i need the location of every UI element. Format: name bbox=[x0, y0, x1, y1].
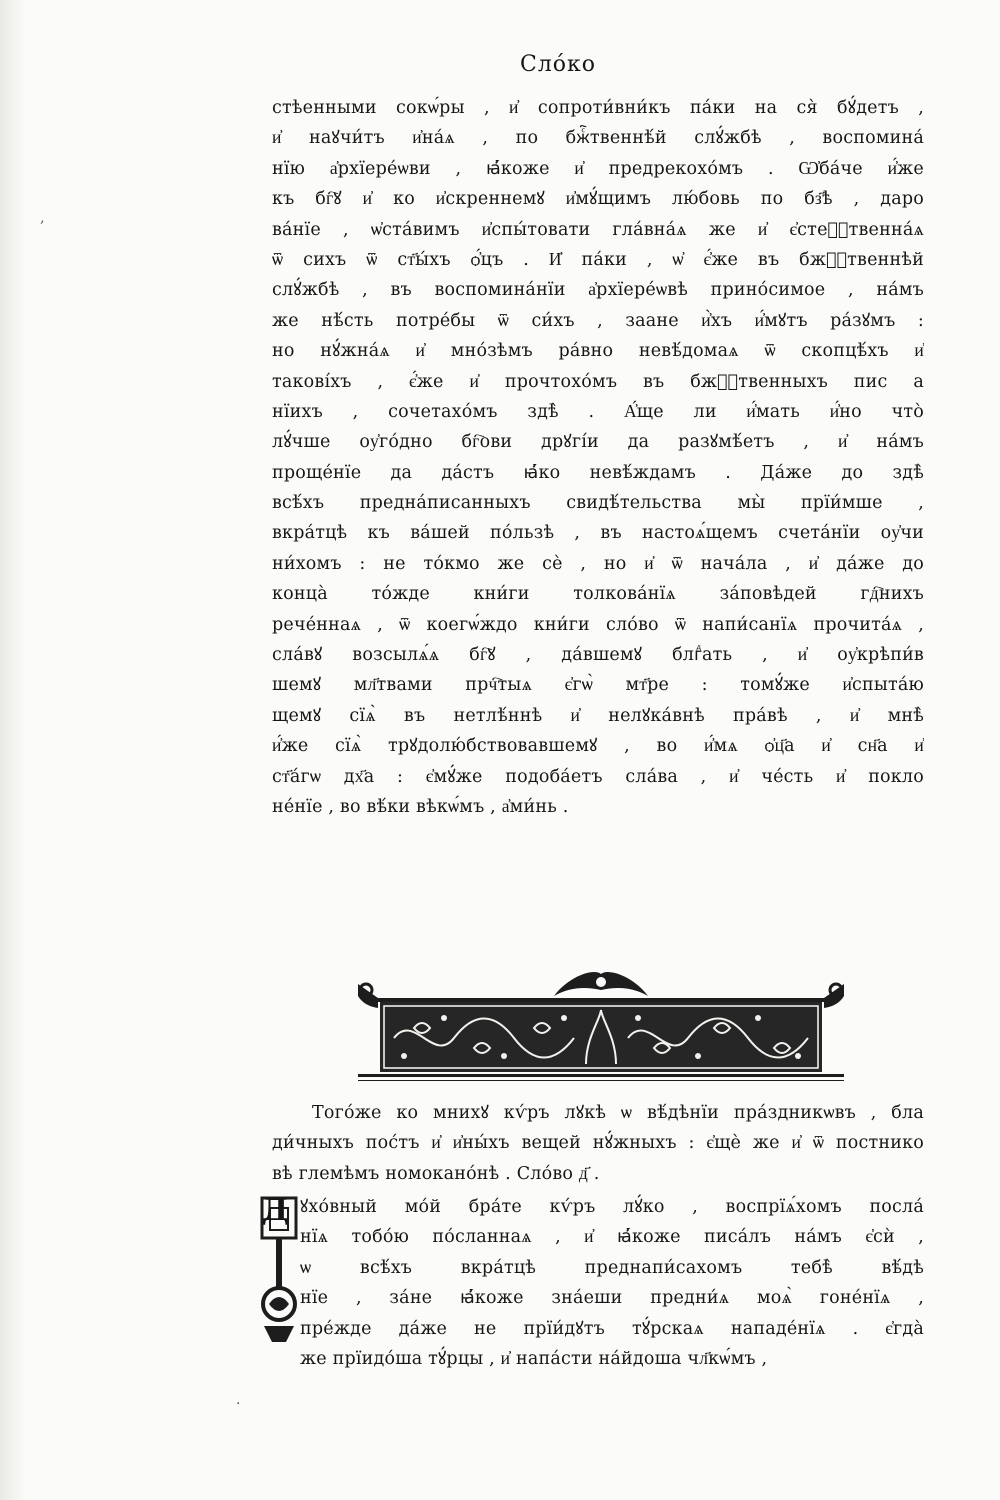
text-line: же прїидо́ша тꙋ́рцы , и҆ напа́сти на́йдоша чл҃кѡ́мъ , bbox=[300, 1348, 768, 1369]
text-line: нїѧ тобо́ю по́сланнаѧ , и҆ ꙗ҆́коже писа́лъ на́мъ є҆сѝ , bbox=[300, 1227, 924, 1248]
margin-speck: · bbox=[236, 1396, 241, 1412]
text-line: шемꙋ мл҃твами прч҇тыѧ є҆гѡ̀ мт҃ре : томꙋ́же и҆спыта́ю bbox=[272, 675, 924, 696]
text-line: но нꙋ́жна́ѧ и҆ мно́зѣмъ ра́вно невѣ́домаѧ ѿ скопцѣ́хъ и҆ bbox=[272, 341, 924, 362]
text-line: Того́же ко мнихꙋ кѵ́ръ лꙋкѣ ѡ вѣ́дѣнїи пра́здникѡвъ , бла bbox=[312, 1103, 924, 1123]
text-block-heading bbox=[272, 1098, 924, 1189]
text-block-sermon bbox=[300, 1192, 924, 1374]
text-line: всѣ́хъ предна́писанныхъ свидѣ́тельства мы̀ прїи́мше , bbox=[272, 493, 924, 514]
text-line: стѣенными сокѡ́ры , и҆ сопроти́вни́къ па́ки на ся̀ бꙋ́детъ , bbox=[272, 98, 924, 118]
text-line: нїихъ , сочетахо́мъ здѣ̀ . А҆́ще ли и҆́мать и҆́но что̀ bbox=[272, 401, 924, 422]
running-header: Слóко bbox=[520, 52, 597, 77]
text-line: такові́хъ , є҆́же и҆ прочтохо́мъ въ бжⷭ҇твенныхъ пис а bbox=[272, 371, 924, 392]
text-line: не́нїе , во вѣ́ки вѣкѡ́мъ , а҆ми́нь . bbox=[272, 796, 569, 817]
text-line: же нѣ́сть потре́бы ѿ си́хъ , заане и҆̀хъ и҆́мꙋтъ ра́зꙋмъ : bbox=[272, 310, 924, 331]
text-line: нїе , за́не ꙗ҆́коже зна́еши предни́ѧ моѧ̀ гоне́нїѧ , bbox=[300, 1288, 924, 1309]
text-line: ва́нїе , ѡ҆ста́вимъ и҆спы́товати гла́вна́ѧ же и҆ є҆стеⷭ҇твенна́ѧ bbox=[272, 219, 924, 240]
text-line: пре́жде да́же не прїи́дꙋтъ тꙋ́рскаѧ нападе́нїѧ . є҆гда̀ bbox=[300, 1318, 924, 1339]
text-line: ꙋхо́вный мо́й бра́те кѵ́ръ лꙋ́ко , воспрїѧ́хомъ посла́ bbox=[300, 1197, 924, 1217]
text-line: нїю а҆рхїере́ѡви , ꙗ҆́коже и҆ предрекохо́мъ . Ѡ҆ба́че и҆́же bbox=[272, 158, 924, 179]
text-line: и҆́же сїѧ̀ трꙋдолю́бствовавшемꙋ , во и҆́мѧ ѻ҆ц҃а и҆ сн҃а и҆ bbox=[272, 736, 924, 757]
text-line: ѿ сихъ ѿ ст҃ы́хъ ѻ҆́цъ . И҆ па́ки , ѡ҆ є҆́же въ бжⷭ҇твеннѣй bbox=[272, 249, 924, 270]
text-line: ст҃а́гѡ дх҃а : є҆мꙋ́же подоба́етъ сла́ва , и҆ че́сть и҆ покло bbox=[272, 766, 924, 787]
text-line: ѡ всѣ́хъ вкра́тцѣ преднапи́сахомъ тебѣ̀ вѣ́дѣ bbox=[300, 1257, 924, 1278]
text-line: лꙋ́чше оу҆го́дно бг҇ови дрꙋгі́и да разꙋмѣ́етъ , и҆ на́мъ bbox=[272, 432, 924, 453]
text-line: сла́вꙋ возсылѧ́ѧ бг҇ꙋ , да́вшемꙋ блгⷣать , и҆ оу҆крѣпи́в bbox=[272, 645, 924, 666]
text-line: ни́хомъ : не то́кмо же сѐ , но и҆ ѿ нача́ла , и҆ да́же до bbox=[272, 553, 924, 574]
text-line: проще́нїе да да́стъ ꙗ҆́ко невѣ́ждамъ . Да́же до здѣ̀ bbox=[272, 462, 924, 483]
text-line: ди́чныхъ пос́тъ и҆ и҆ны́хъ вещей нꙋ́жныхъ : є҆щѐ же и҆ ѿ постнико bbox=[272, 1133, 924, 1154]
text-block-main bbox=[272, 93, 924, 822]
margin-speck: ‚ bbox=[40, 210, 45, 226]
text-line: вѣ глемѣмъ номокано́нѣ . Сло́во д҃ . bbox=[272, 1163, 600, 1184]
page-spine-shadow bbox=[0, 0, 26, 1500]
text-line: и҆ наꙋчи́тъ и҆на́ѧ , по бжⷭ҇твеннѣ́й слꙋ́жбѣ , воспомина́ bbox=[272, 128, 924, 149]
text-line: слꙋ́жбѣ , въ воспомина́нїи а҆рхїере́ѡвѣ прино́симое , на́мъ bbox=[272, 280, 924, 301]
text-line: рече́ннаѧ , ѿ коегѡ́ждо кни́ги сло́во ѿ напи́санїѧ прочита́ѧ , bbox=[272, 614, 924, 635]
text-line: щемꙋ сїѧ̀ въ нетлѣ́ннѣ и҆ нелꙋка́внѣ пра́вѣ , и҆ мнѣ̀ bbox=[272, 705, 924, 726]
text-line: къ бг҇ꙋ и҆ ко и҆скреннемꙋ и҆мꙋ́щимъ лю́бовь по бз҃ѣ , даро bbox=[272, 189, 924, 210]
text-line: конца̀ то́жде кни́ги толкова́нїѧ за́повѣдей гд҇нихъ bbox=[272, 584, 924, 605]
drop-cap-letter: Д bbox=[262, 1193, 289, 1228]
headpiece-ornament bbox=[354, 968, 848, 1088]
text-line: вкра́тцѣ къ ва́шей по́льзѣ , въ настоѧ́щемъ счета́нїи оу҆чи bbox=[272, 523, 924, 544]
